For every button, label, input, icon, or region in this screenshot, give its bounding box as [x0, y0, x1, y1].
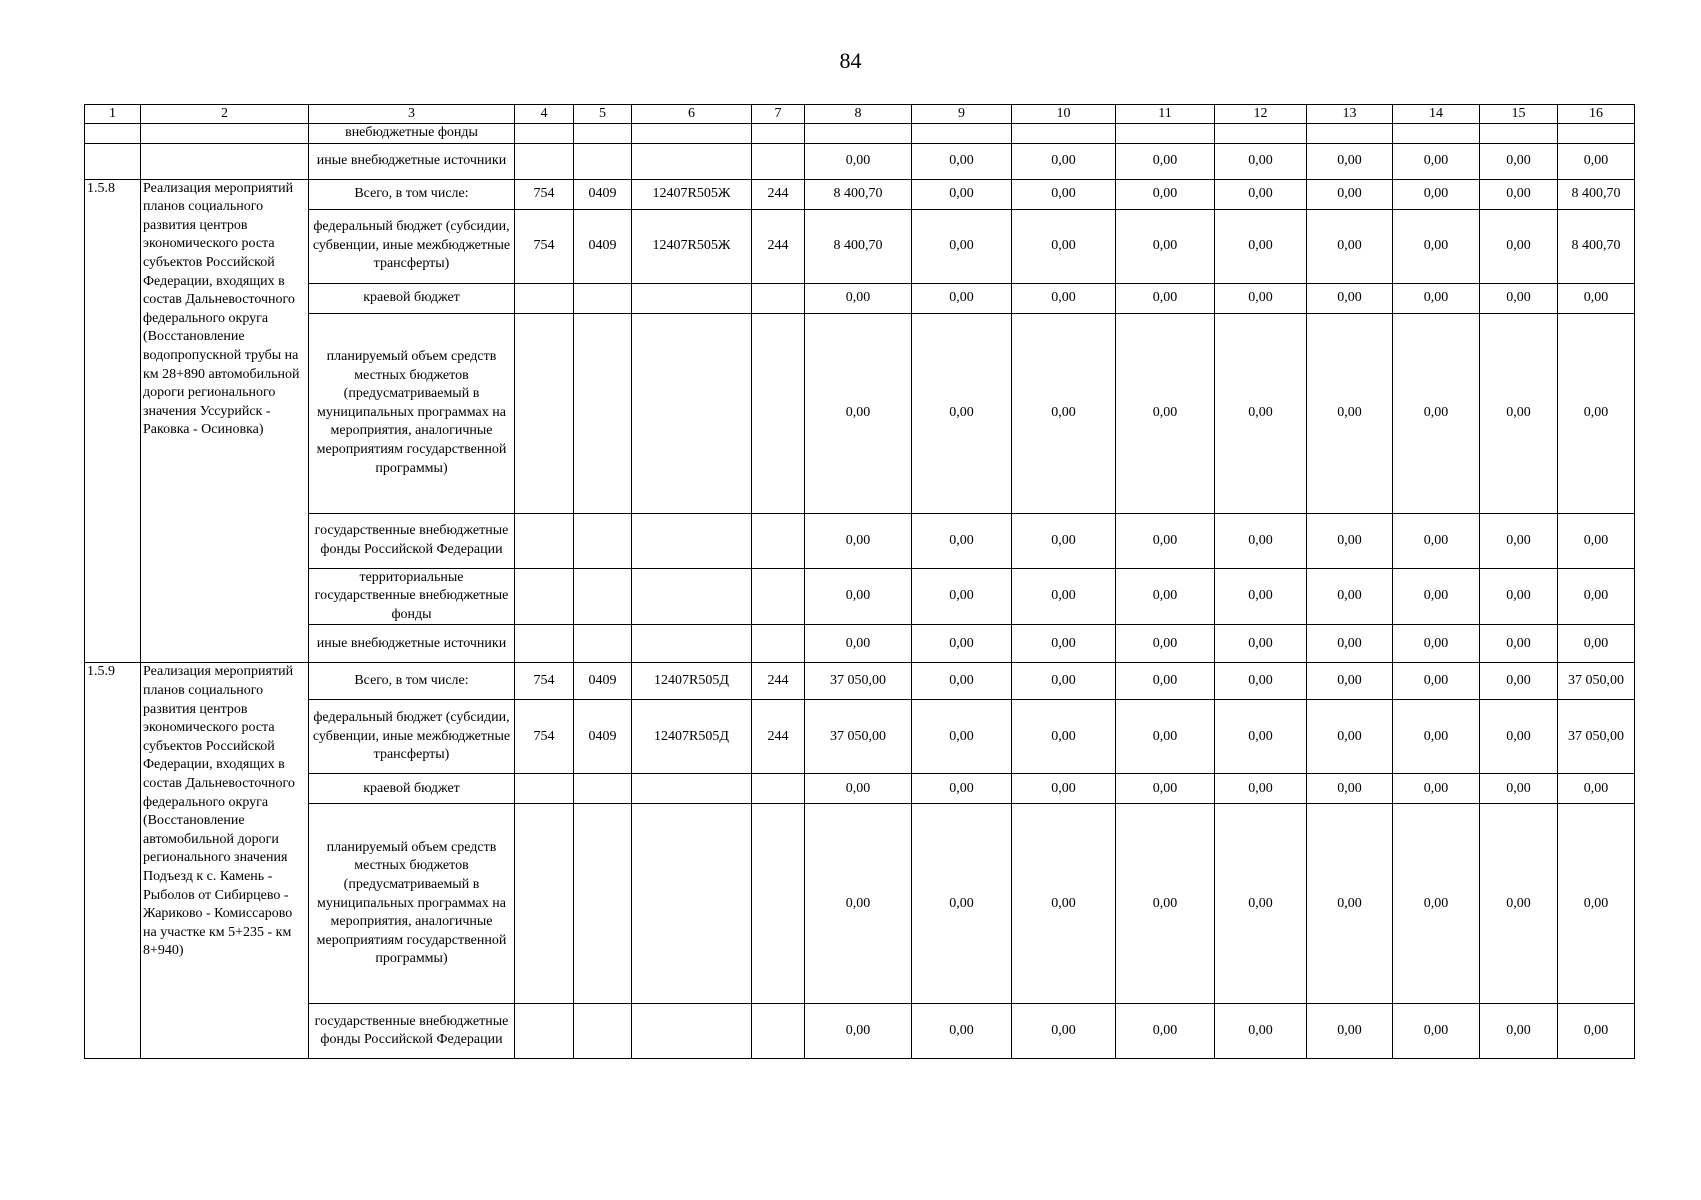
value-cell: 0,00	[1480, 774, 1558, 804]
value-cell: 0,00	[912, 283, 1012, 313]
value-cell: 0,00	[912, 568, 1012, 625]
value-cell: 0,00	[1480, 663, 1558, 700]
value-cell: 0,00	[1307, 143, 1393, 179]
code-column-5	[574, 774, 632, 804]
value-cell: 0,00	[1480, 179, 1558, 209]
value-cell: 8 400,70	[1558, 209, 1635, 283]
column-header: 5	[574, 105, 632, 124]
item-number-cell	[85, 143, 141, 179]
code-column-6: 12407R505Ж	[632, 179, 752, 209]
column-header: 8	[805, 105, 912, 124]
value-cell: 0,00	[1307, 625, 1393, 663]
value-cell: 0,00	[1393, 513, 1480, 568]
code-cell	[632, 143, 752, 179]
value-cell: 0,00	[1012, 804, 1116, 1004]
value-cell: 0,00	[1116, 283, 1215, 313]
value-cell: 0,00	[1307, 700, 1393, 774]
code-column-6	[632, 774, 752, 804]
code-column-4	[515, 625, 574, 663]
code-cell	[632, 124, 752, 144]
value-cell: 0,00	[912, 179, 1012, 209]
funding-source: федеральный бюджет (субсидии, субвенции, иные межбюджетные трансферты)	[309, 209, 515, 283]
item-number: 1.5.8	[85, 179, 141, 663]
code-column-6: 12407R505Ж	[632, 209, 752, 283]
value-cell: 8 400,70	[1558, 179, 1635, 209]
code-cell	[515, 124, 574, 144]
code-column-4	[515, 804, 574, 1004]
value-cell: 0,00	[1116, 625, 1215, 663]
value-cell: 0,00	[1393, 774, 1480, 804]
value-cell	[1215, 124, 1307, 144]
value-cell: 0,00	[805, 283, 912, 313]
table-body	[85, 105, 1635, 1059]
funding-source: иные внебюджетные источники	[309, 143, 515, 179]
code-column-7	[752, 568, 805, 625]
value-cell: 0,00	[1116, 804, 1215, 1004]
value-cell: 8 400,70	[805, 209, 912, 283]
value-cell: 0,00	[1558, 804, 1635, 1004]
value-cell: 0,00	[1558, 313, 1635, 513]
value-cell: 0,00	[1215, 774, 1307, 804]
code-column-6	[632, 313, 752, 513]
value-cell: 0,00	[1558, 568, 1635, 625]
value-cell: 0,00	[1558, 143, 1635, 179]
code-cell	[574, 124, 632, 144]
column-header: 6	[632, 105, 752, 124]
value-cell: 0,00	[805, 513, 912, 568]
value-cell: 0,00	[1480, 700, 1558, 774]
code-column-4	[515, 313, 574, 513]
column-header: 2	[141, 105, 309, 124]
code-column-7: 244	[752, 209, 805, 283]
value-cell: 0,00	[1393, 568, 1480, 625]
header-row	[85, 105, 1635, 124]
value-cell: 0,00	[1116, 313, 1215, 513]
value-cell	[912, 124, 1012, 144]
value-cell: 0,00	[912, 313, 1012, 513]
code-cell	[752, 143, 805, 179]
code-column-6	[632, 513, 752, 568]
value-cell: 0,00	[1480, 625, 1558, 663]
value-cell: 0,00	[1307, 804, 1393, 1004]
value-cell: 0,00	[1307, 179, 1393, 209]
value-cell	[1307, 124, 1393, 144]
code-column-5	[574, 568, 632, 625]
value-cell: 0,00	[1393, 804, 1480, 1004]
column-header: 9	[912, 105, 1012, 124]
code-column-4	[515, 283, 574, 313]
item-number: 1.5.9	[85, 663, 141, 1059]
item-number-cell	[85, 124, 141, 144]
code-column-6	[632, 625, 752, 663]
item-name: Реализация мероприятий планов социального развития центров экономического роста субъектов Российской Федерации, входящих в состав Дальневосточного федерального округа (Восстановление автомобильной дороги регионального значения Подъезд к с. Камень - Рыболов от Сибирцево - Жариково - Комиссарово на участке км 5+235 - км 8+940)	[141, 663, 309, 1059]
value-cell: 0,00	[1480, 143, 1558, 179]
table-row	[85, 663, 1635, 700]
value-cell: 0,00	[912, 663, 1012, 700]
code-column-5	[574, 1004, 632, 1059]
code-column-5	[574, 283, 632, 313]
code-column-7	[752, 625, 805, 663]
code-cell	[515, 143, 574, 179]
funding-source: краевой бюджет	[309, 774, 515, 804]
funding-source: федеральный бюджет (субсидии, субвенции, иные межбюджетные трансферты)	[309, 700, 515, 774]
table-row	[85, 283, 1635, 313]
value-cell: 0,00	[1480, 313, 1558, 513]
value-cell: 0,00	[912, 1004, 1012, 1059]
funding-source: государственные внебюджетные фонды Российской Федерации	[309, 1004, 515, 1059]
code-cell	[752, 124, 805, 144]
value-cell: 0,00	[912, 774, 1012, 804]
value-cell: 0,00	[805, 568, 912, 625]
value-cell: 0,00	[1215, 625, 1307, 663]
value-cell: 0,00	[1116, 1004, 1215, 1059]
item-name: Реализация мероприятий планов социального развития центров экономического роста субъектов Российской Федерации, входящих в состав Дальневосточного федерального округа (Восстановление водопропускной трубы на км 28+890 автомобильной дороги регионального значения Уссурийск - Раковка - Осиновка)	[141, 179, 309, 663]
value-cell: 0,00	[805, 143, 912, 179]
value-cell: 0,00	[1012, 143, 1116, 179]
value-cell: 0,00	[805, 313, 912, 513]
value-cell: 0,00	[1307, 663, 1393, 700]
value-cell: 0,00	[1215, 283, 1307, 313]
value-cell: 0,00	[1012, 283, 1116, 313]
code-column-6: 12407R505Д	[632, 700, 752, 774]
code-column-7	[752, 313, 805, 513]
value-cell: 0,00	[1393, 625, 1480, 663]
table-row	[85, 804, 1635, 1004]
value-cell: 0,00	[1393, 209, 1480, 283]
value-cell	[1012, 124, 1116, 144]
value-cell: 0,00	[1012, 179, 1116, 209]
code-column-4	[515, 1004, 574, 1059]
table-row	[85, 179, 1635, 209]
value-cell: 0,00	[1307, 1004, 1393, 1059]
budget-table	[84, 104, 1635, 1059]
value-cell: 0,00	[1393, 179, 1480, 209]
value-cell: 0,00	[1116, 209, 1215, 283]
page-number: 84	[839, 48, 862, 73]
value-cell	[1116, 124, 1215, 144]
value-cell: 0,00	[1480, 568, 1558, 625]
value-cell: 0,00	[912, 513, 1012, 568]
code-column-5	[574, 804, 632, 1004]
table-row	[85, 124, 1635, 144]
value-cell: 0,00	[912, 804, 1012, 1004]
code-column-5: 0409	[574, 663, 632, 700]
value-cell: 0,00	[1012, 774, 1116, 804]
value-cell	[805, 124, 912, 144]
value-cell: 0,00	[1307, 283, 1393, 313]
value-cell	[1558, 124, 1635, 144]
value-cell: 0,00	[1116, 143, 1215, 179]
value-cell: 0,00	[1012, 625, 1116, 663]
value-cell: 0,00	[1558, 283, 1635, 313]
value-cell: 0,00	[1116, 700, 1215, 774]
funding-source: Всего, в том числе:	[309, 179, 515, 209]
code-column-4: 754	[515, 209, 574, 283]
value-cell: 0,00	[1116, 179, 1215, 209]
code-column-7	[752, 283, 805, 313]
value-cell: 0,00	[1480, 209, 1558, 283]
code-column-6	[632, 568, 752, 625]
column-header: 12	[1215, 105, 1307, 124]
code-column-6	[632, 283, 752, 313]
value-cell: 0,00	[912, 209, 1012, 283]
value-cell: 0,00	[1558, 513, 1635, 568]
code-column-5: 0409	[574, 179, 632, 209]
code-column-4	[515, 774, 574, 804]
column-header: 13	[1307, 105, 1393, 124]
value-cell: 0,00	[805, 625, 912, 663]
value-cell: 0,00	[1012, 209, 1116, 283]
funding-source: территориальные государственные внебюджетные фонды	[309, 568, 515, 625]
value-cell: 0,00	[805, 804, 912, 1004]
funding-source: планируемый объем средств местных бюджетов (предусматриваемый в муниципальных программах на мероприятия, аналогичные мероприятиям государственной программы)	[309, 313, 515, 513]
item-name-cell	[141, 124, 309, 144]
code-column-7	[752, 804, 805, 1004]
value-cell: 0,00	[1012, 663, 1116, 700]
table-row	[85, 209, 1635, 283]
value-cell: 0,00	[1307, 313, 1393, 513]
table-row	[85, 513, 1635, 568]
value-cell: 0,00	[1215, 700, 1307, 774]
item-name-cell	[141, 143, 309, 179]
value-cell: 37 050,00	[1558, 700, 1635, 774]
funding-source: государственные внебюджетные фонды Российской Федерации	[309, 513, 515, 568]
column-header: 14	[1393, 105, 1480, 124]
value-cell: 0,00	[1012, 313, 1116, 513]
code-cell	[574, 143, 632, 179]
value-cell: 0,00	[1012, 568, 1116, 625]
value-cell: 0,00	[1215, 568, 1307, 625]
column-header: 1	[85, 105, 141, 124]
table-row	[85, 1004, 1635, 1059]
value-cell: 0,00	[1393, 313, 1480, 513]
funding-source: Всего, в том числе:	[309, 663, 515, 700]
funding-source: внебюджетные фонды	[309, 124, 515, 144]
code-column-7	[752, 774, 805, 804]
column-header: 4	[515, 105, 574, 124]
code-column-5	[574, 313, 632, 513]
value-cell: 0,00	[1307, 209, 1393, 283]
value-cell: 8 400,70	[805, 179, 912, 209]
table-row	[85, 625, 1635, 663]
value-cell: 0,00	[1116, 568, 1215, 625]
code-column-5	[574, 625, 632, 663]
value-cell: 0,00	[1215, 313, 1307, 513]
value-cell: 0,00	[912, 143, 1012, 179]
value-cell: 0,00	[1480, 513, 1558, 568]
code-column-7: 244	[752, 663, 805, 700]
code-column-5: 0409	[574, 700, 632, 774]
value-cell: 0,00	[1116, 774, 1215, 804]
value-cell: 0,00	[1307, 568, 1393, 625]
value-cell: 0,00	[805, 774, 912, 804]
code-column-7: 244	[752, 700, 805, 774]
column-header: 15	[1480, 105, 1558, 124]
value-cell: 0,00	[1215, 209, 1307, 283]
value-cell: 0,00	[1307, 774, 1393, 804]
code-column-6	[632, 1004, 752, 1059]
code-column-4: 754	[515, 179, 574, 209]
value-cell: 0,00	[1393, 283, 1480, 313]
value-cell: 0,00	[805, 1004, 912, 1059]
code-column-4: 754	[515, 700, 574, 774]
funding-source: планируемый объем средств местных бюджетов (предусматриваемый в муниципальных программах на мероприятия, аналогичные мероприятиям государственной программы)	[309, 804, 515, 1004]
value-cell: 0,00	[1307, 513, 1393, 568]
code-column-7	[752, 1004, 805, 1059]
value-cell: 0,00	[1393, 700, 1480, 774]
value-cell: 0,00	[1558, 774, 1635, 804]
code-column-6: 12407R505Д	[632, 663, 752, 700]
code-column-5	[574, 513, 632, 568]
funding-source: иные внебюджетные источники	[309, 625, 515, 663]
value-cell: 0,00	[1215, 179, 1307, 209]
value-cell: 37 050,00	[805, 700, 912, 774]
value-cell: 0,00	[1215, 143, 1307, 179]
value-cell: 0,00	[1480, 283, 1558, 313]
column-header: 7	[752, 105, 805, 124]
value-cell: 0,00	[1480, 804, 1558, 1004]
code-column-7	[752, 513, 805, 568]
value-cell: 0,00	[1215, 1004, 1307, 1059]
value-cell: 0,00	[1215, 804, 1307, 1004]
code-column-4	[515, 513, 574, 568]
value-cell: 0,00	[1393, 663, 1480, 700]
value-cell: 0,00	[912, 625, 1012, 663]
value-cell: 0,00	[1116, 513, 1215, 568]
value-cell	[1393, 124, 1480, 144]
value-cell: 0,00	[1393, 143, 1480, 179]
column-header: 3	[309, 105, 515, 124]
code-column-4: 754	[515, 663, 574, 700]
table-row	[85, 143, 1635, 179]
code-column-4	[515, 568, 574, 625]
value-cell: 0,00	[1215, 513, 1307, 568]
value-cell: 0,00	[1012, 513, 1116, 568]
value-cell	[1480, 124, 1558, 144]
value-cell: 0,00	[1480, 1004, 1558, 1059]
column-header: 10	[1012, 105, 1116, 124]
value-cell: 0,00	[1215, 663, 1307, 700]
value-cell: 0,00	[1558, 1004, 1635, 1059]
table-row	[85, 774, 1635, 804]
value-cell: 0,00	[912, 700, 1012, 774]
code-column-7: 244	[752, 179, 805, 209]
table-row	[85, 313, 1635, 513]
code-column-6	[632, 804, 752, 1004]
code-column-5: 0409	[574, 209, 632, 283]
value-cell: 0,00	[1558, 625, 1635, 663]
funding-source: краевой бюджет	[309, 283, 515, 313]
value-cell: 37 050,00	[1558, 663, 1635, 700]
table-row	[85, 568, 1635, 625]
value-cell: 0,00	[1012, 1004, 1116, 1059]
value-cell: 37 050,00	[805, 663, 912, 700]
table-row	[85, 700, 1635, 774]
value-cell: 0,00	[1393, 1004, 1480, 1059]
column-header: 11	[1116, 105, 1215, 124]
value-cell: 0,00	[1012, 700, 1116, 774]
column-header: 16	[1558, 105, 1635, 124]
value-cell: 0,00	[1116, 663, 1215, 700]
